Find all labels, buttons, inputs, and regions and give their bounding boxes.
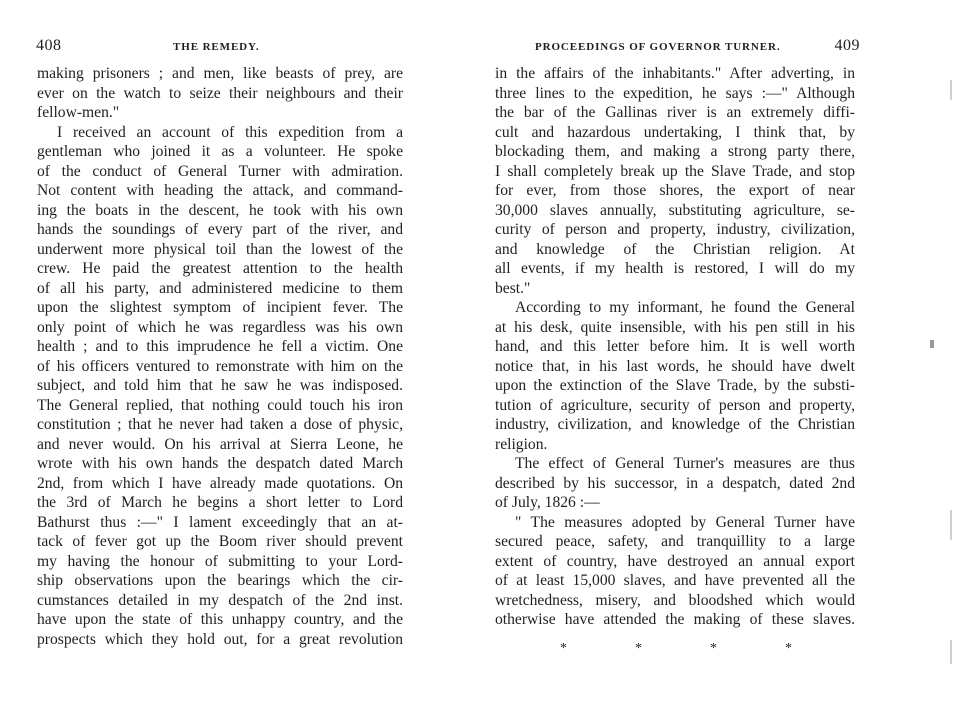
text-line: subject, and told him that he saw he was indisposed. xyxy=(37,377,403,394)
text-line: hand, and this letter before him. It is well worth xyxy=(495,338,855,355)
text-line: wrote with his own hands the despatch dated March xyxy=(37,455,403,472)
left-running-head xyxy=(36,36,402,56)
text-line: I received an account of this expedition from a xyxy=(57,123,403,141)
text-line: described by his successor, in a despatch, dated 2nd xyxy=(495,474,855,492)
text-line: tack of fever got up the Boom river should prevent xyxy=(37,533,403,550)
right-page xyxy=(460,0,980,705)
asterisk: * xyxy=(560,641,567,656)
text-line: for ever, from those shores, the export of near xyxy=(495,182,855,199)
text-line: of July, 1826 :— xyxy=(495,494,600,511)
text-line: extent of country, have destroyed an annual export xyxy=(495,552,855,570)
text-line: of at least 15,000 slaves, and have prevented all the xyxy=(495,572,855,589)
text-line: upon the slightest symptom of incipient fever. The xyxy=(37,299,403,316)
text-line: blockading them, and making a strong party there, xyxy=(495,143,855,160)
text-line: of his officers ventured to remonstrate with him on the xyxy=(37,357,403,375)
text-line: " The measures adopted by General Turner have xyxy=(515,513,855,531)
text-line: crew. He paid the greatest attention to the health xyxy=(37,260,403,277)
text-line: The General replied, that nothing could touch his iron xyxy=(37,396,403,414)
scan-speck xyxy=(950,510,952,540)
text-line: notice that, in his last words, he should have dwelt xyxy=(495,357,855,375)
scan-speck xyxy=(950,640,952,664)
text-line: health ; and to this imprudence he fell a victim. One xyxy=(37,338,403,355)
text-line: at his desk, quite insensible, with his pen still in his xyxy=(495,318,855,336)
asterisk: * xyxy=(785,641,792,656)
text-line: my having the honour of submitting to your Lord- xyxy=(37,552,403,570)
text-line: only point of which he was regardless was his own xyxy=(37,318,403,336)
text-line: the 3rd of March he begins a short letter to Lord xyxy=(37,494,403,511)
text-line: hands the soundings of every part of the river, and xyxy=(37,221,403,238)
text-line: tution of agriculture, security of person and property, xyxy=(495,396,855,414)
text-line: in the affairs of the inhabitants." After adverting, in xyxy=(495,65,855,82)
asterisk: * xyxy=(710,641,717,656)
text-line: of all his party, and administered medicine to them xyxy=(37,279,403,297)
text-line: I shall completely break up the Slave Trade, and stop xyxy=(495,162,855,180)
text-line: gentleman who joined it as a volunteer. He spoke xyxy=(37,143,403,160)
scan-speck xyxy=(930,340,934,348)
text-line: and never would. On his arrival at Sierra Leone, he xyxy=(37,435,403,453)
text-line: 30,000 slaves annually, substituting agriculture, se- xyxy=(495,201,855,219)
right-running-head xyxy=(494,36,860,56)
text-line: Bathurst thus :—" I lament exceedingly that an at- xyxy=(37,513,403,531)
text-line: wretchedness, misery, and bloodshed which would xyxy=(495,591,855,609)
left-running-title: THE REMEDY. xyxy=(173,41,260,53)
text-line: 2nd, from which I have already made quotations. On xyxy=(37,474,403,492)
text-line: constitution ; that he never had taken a dose of physic, xyxy=(37,416,403,433)
text-line: religion. xyxy=(495,435,548,453)
text-line: and knowledge of the Christian religion. At xyxy=(495,240,855,258)
left-body-text xyxy=(37,64,403,649)
left-page xyxy=(0,0,460,705)
text-line: cult and hazardous undertaking, I think that, by xyxy=(495,123,855,141)
text-line: otherwise have attended the making of these slaves. xyxy=(495,611,855,628)
right-running-title: PROCEEDINGS OF GOVERNOR TURNER. xyxy=(535,41,781,53)
text-line: all events, if my health is restored, I will do my xyxy=(495,260,855,277)
text-line: fellow-men." xyxy=(37,104,120,121)
text-line: industry, civilization, and knowledge of the Christian xyxy=(495,416,855,433)
text-line: curity of person and property, industry, civilization, xyxy=(495,221,855,238)
left-page-number: 408 xyxy=(36,37,62,54)
text-line: prospects which they hold out, for a great revolution xyxy=(37,630,403,648)
text-line: the bar of the Gallinas river is an extremely diffi- xyxy=(495,104,855,121)
text-line: three lines to the expedition, he says :—" Although xyxy=(495,84,855,102)
text-line: making prisoners ; and men, like beasts of prey, are xyxy=(37,65,403,82)
scan-specks xyxy=(950,40,954,680)
text-line: have upon the state of this unhappy country, and the xyxy=(37,611,403,628)
text-line: of the conduct of General Turner with admiration. xyxy=(37,162,403,180)
asterisk: * xyxy=(635,641,642,656)
text-line: cumstances detailed in my despatch of the 2nd inst. xyxy=(37,591,403,609)
text-line: underwent more physical toil than the lowest of the xyxy=(37,240,403,258)
text-line: ship observations upon the bearings which the cir- xyxy=(37,572,403,589)
text-line: upon the extinction of the Slave Trade, by the substi- xyxy=(495,377,855,394)
text-line: secured peace, safety, and tranquillity to a large xyxy=(495,533,855,550)
right-page-number: 409 xyxy=(834,37,860,54)
section-break-asterisms xyxy=(560,640,792,658)
text-line: According to my informant, he found the General xyxy=(515,299,855,316)
text-line: Not content with heading the attack, and command- xyxy=(37,182,403,199)
text-line: best." xyxy=(495,279,531,297)
text-line: ever on the watch to seize their neighbours and their xyxy=(37,84,403,102)
scan-speck xyxy=(950,80,952,100)
text-line: The effect of General Turner's measures are thus xyxy=(515,455,855,472)
right-body-text xyxy=(495,64,855,630)
text-line: ing the boats in the descent, he took with his own xyxy=(37,201,403,219)
